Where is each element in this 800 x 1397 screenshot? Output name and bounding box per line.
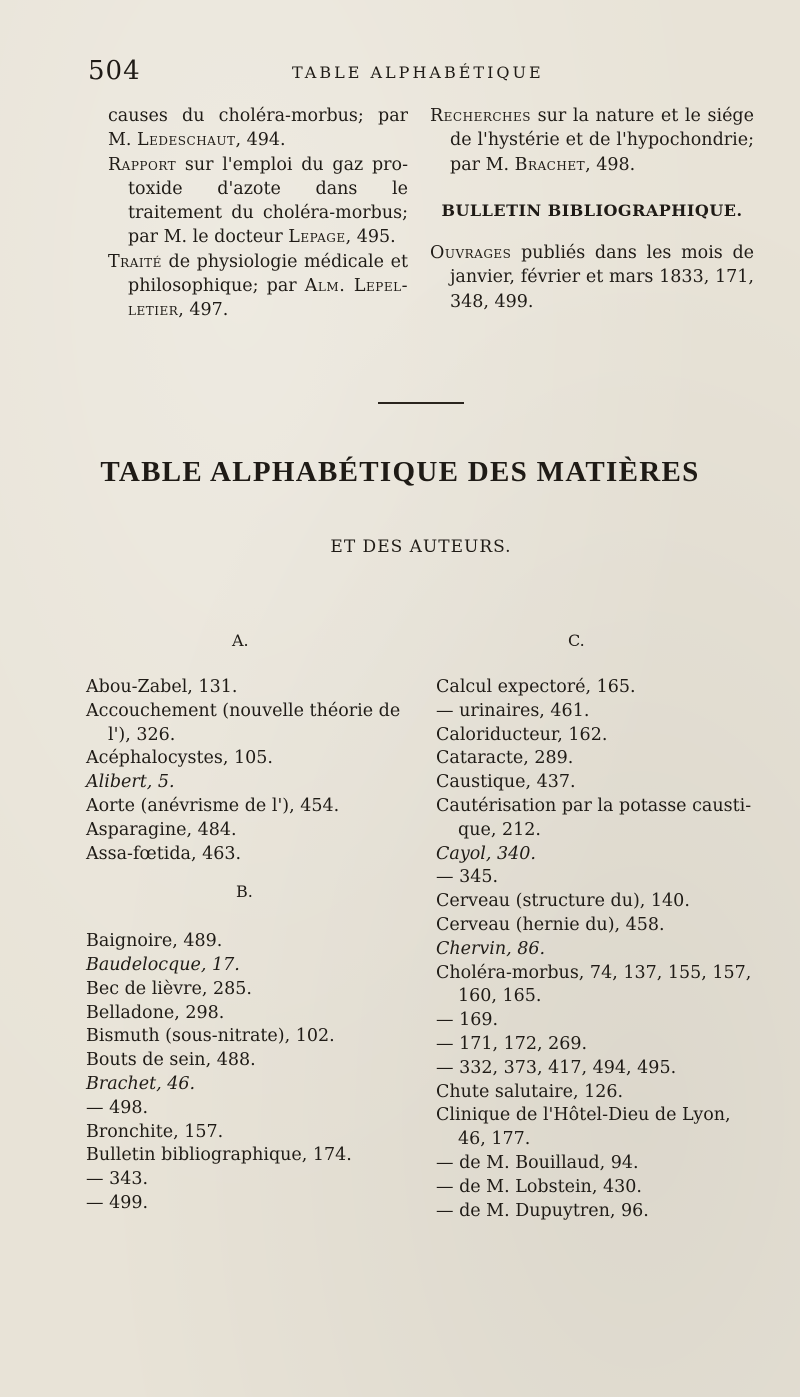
index-entry: Calcul expectoré, 165.	[436, 677, 636, 697]
index-entry: Caloriducteur, 162.	[436, 724, 608, 745]
index-entry: — urinaires, 461.	[436, 700, 590, 721]
index-entry: Bec de lièvre, 285.	[86, 978, 252, 999]
page-header	[88, 56, 748, 86]
index-entry: Cayol, 340.	[436, 843, 536, 864]
section-letter-a: A.	[232, 631, 249, 650]
index-entry: Belladone, 298.	[86, 1002, 225, 1023]
index-entry: Cautérisation par la potasse causti-que, 212.	[436, 795, 752, 840]
index-entry: Assa-fœtida, 463.	[86, 843, 242, 864]
index-entry: Cerveau (structure du), 140.	[436, 891, 690, 912]
index-entry: — de M. Dupuytren, 96.	[436, 1200, 649, 1221]
bulletin-heading: BULLETIN BIBLIOGRAPHIQUE.	[441, 200, 743, 220]
index-entry: — 332, 373, 417, 494, 495.	[436, 1057, 677, 1078]
page-number: 504	[88, 56, 141, 86]
index-entry: — de M. Bouillaud, 94.	[436, 1152, 639, 1173]
section-letter-c: C.	[568, 631, 585, 650]
list-item: causes du choléra-morbus; par M. Ledeschaut, 494.	[108, 106, 408, 151]
section-letter-b: B.	[236, 882, 253, 902]
index-entry: Cataracte, 289.	[436, 748, 574, 769]
index-entry: Clinique de l'Hôtel-Dieu de Lyon, 46, 177.	[436, 1105, 731, 1150]
index-entry: Alibert, 5.	[86, 772, 175, 793]
running-title: TABLE ALPHABÉTIQUE	[292, 63, 544, 82]
left-index-column	[86, 676, 416, 1216]
index-entry: — 171, 172, 269.	[436, 1033, 588, 1054]
index-entry: Bulletin bibliographique, 174.	[86, 1145, 352, 1166]
index-entry: — 345.	[436, 867, 499, 888]
index-entry: Choléra-morbus, 74, 137, 155, 157, 160, 165.	[436, 962, 752, 1007]
index-entry: Chervin, 86.	[436, 938, 546, 959]
list-item: Traité de physiologie médicale et philosophique; par Alm. Lepel-letier, 497.	[108, 251, 408, 321]
index-entry: Cerveau (hernie du), 458.	[436, 914, 665, 935]
section-divider	[378, 402, 464, 404]
index-entry: — 343.	[86, 1169, 149, 1190]
index-entry: — 169.	[436, 1010, 499, 1031]
right-index-column	[436, 676, 761, 1223]
index-entry: Baignoire, 489.	[86, 931, 223, 952]
page-subtitle: ET DES AUTEURS.	[330, 537, 512, 557]
top-right-column	[430, 104, 754, 314]
index-entry: Accouchement (nouvelle théorie de l'), 326.	[86, 700, 401, 745]
index-entry: Asparagine, 484.	[86, 819, 237, 840]
index-entry: Caustique, 437.	[436, 772, 576, 793]
index-entry: Bouts de sein, 488.	[86, 1050, 256, 1071]
index-entry: — 499.	[86, 1192, 149, 1213]
page-title: TABLE ALPHABÉTIQUE DES MATIÈRES	[100, 456, 700, 488]
index-entry: Brachet, 46.	[86, 1073, 196, 1094]
index-entry: Bismuth (sous-nitrate), 102.	[86, 1026, 335, 1047]
list-item: Rapport sur l'emploi du gaz pro-toxide d'azote dans le traitement du choléra-morbus; par M. le docteur Lepage, 495.	[108, 154, 408, 248]
index-entry: Baudelocque, 17.	[86, 954, 240, 975]
list-item: Recherches sur la nature et le siége de l'hystérie et de l'hypochondrie; par M. Brachet, 498.	[430, 106, 754, 175]
index-entry: Abou-Zabel, 131.	[86, 677, 238, 697]
index-entry: Bronchite, 157.	[86, 1121, 224, 1142]
index-entry: Chute salutaire, 126.	[436, 1081, 624, 1102]
index-entry: Acéphalocystes, 105.	[86, 748, 273, 769]
top-left-column	[108, 104, 408, 323]
index-entry: — de M. Lobstein, 430.	[436, 1176, 642, 1197]
list-item: Ouvrages publiés dans les mois de janvier, février et mars 1833, 171, 348, 499.	[430, 243, 754, 312]
index-entry: Aorte (anévrisme de l'), 454.	[86, 795, 340, 816]
index-entry: — 498.	[86, 1097, 149, 1118]
